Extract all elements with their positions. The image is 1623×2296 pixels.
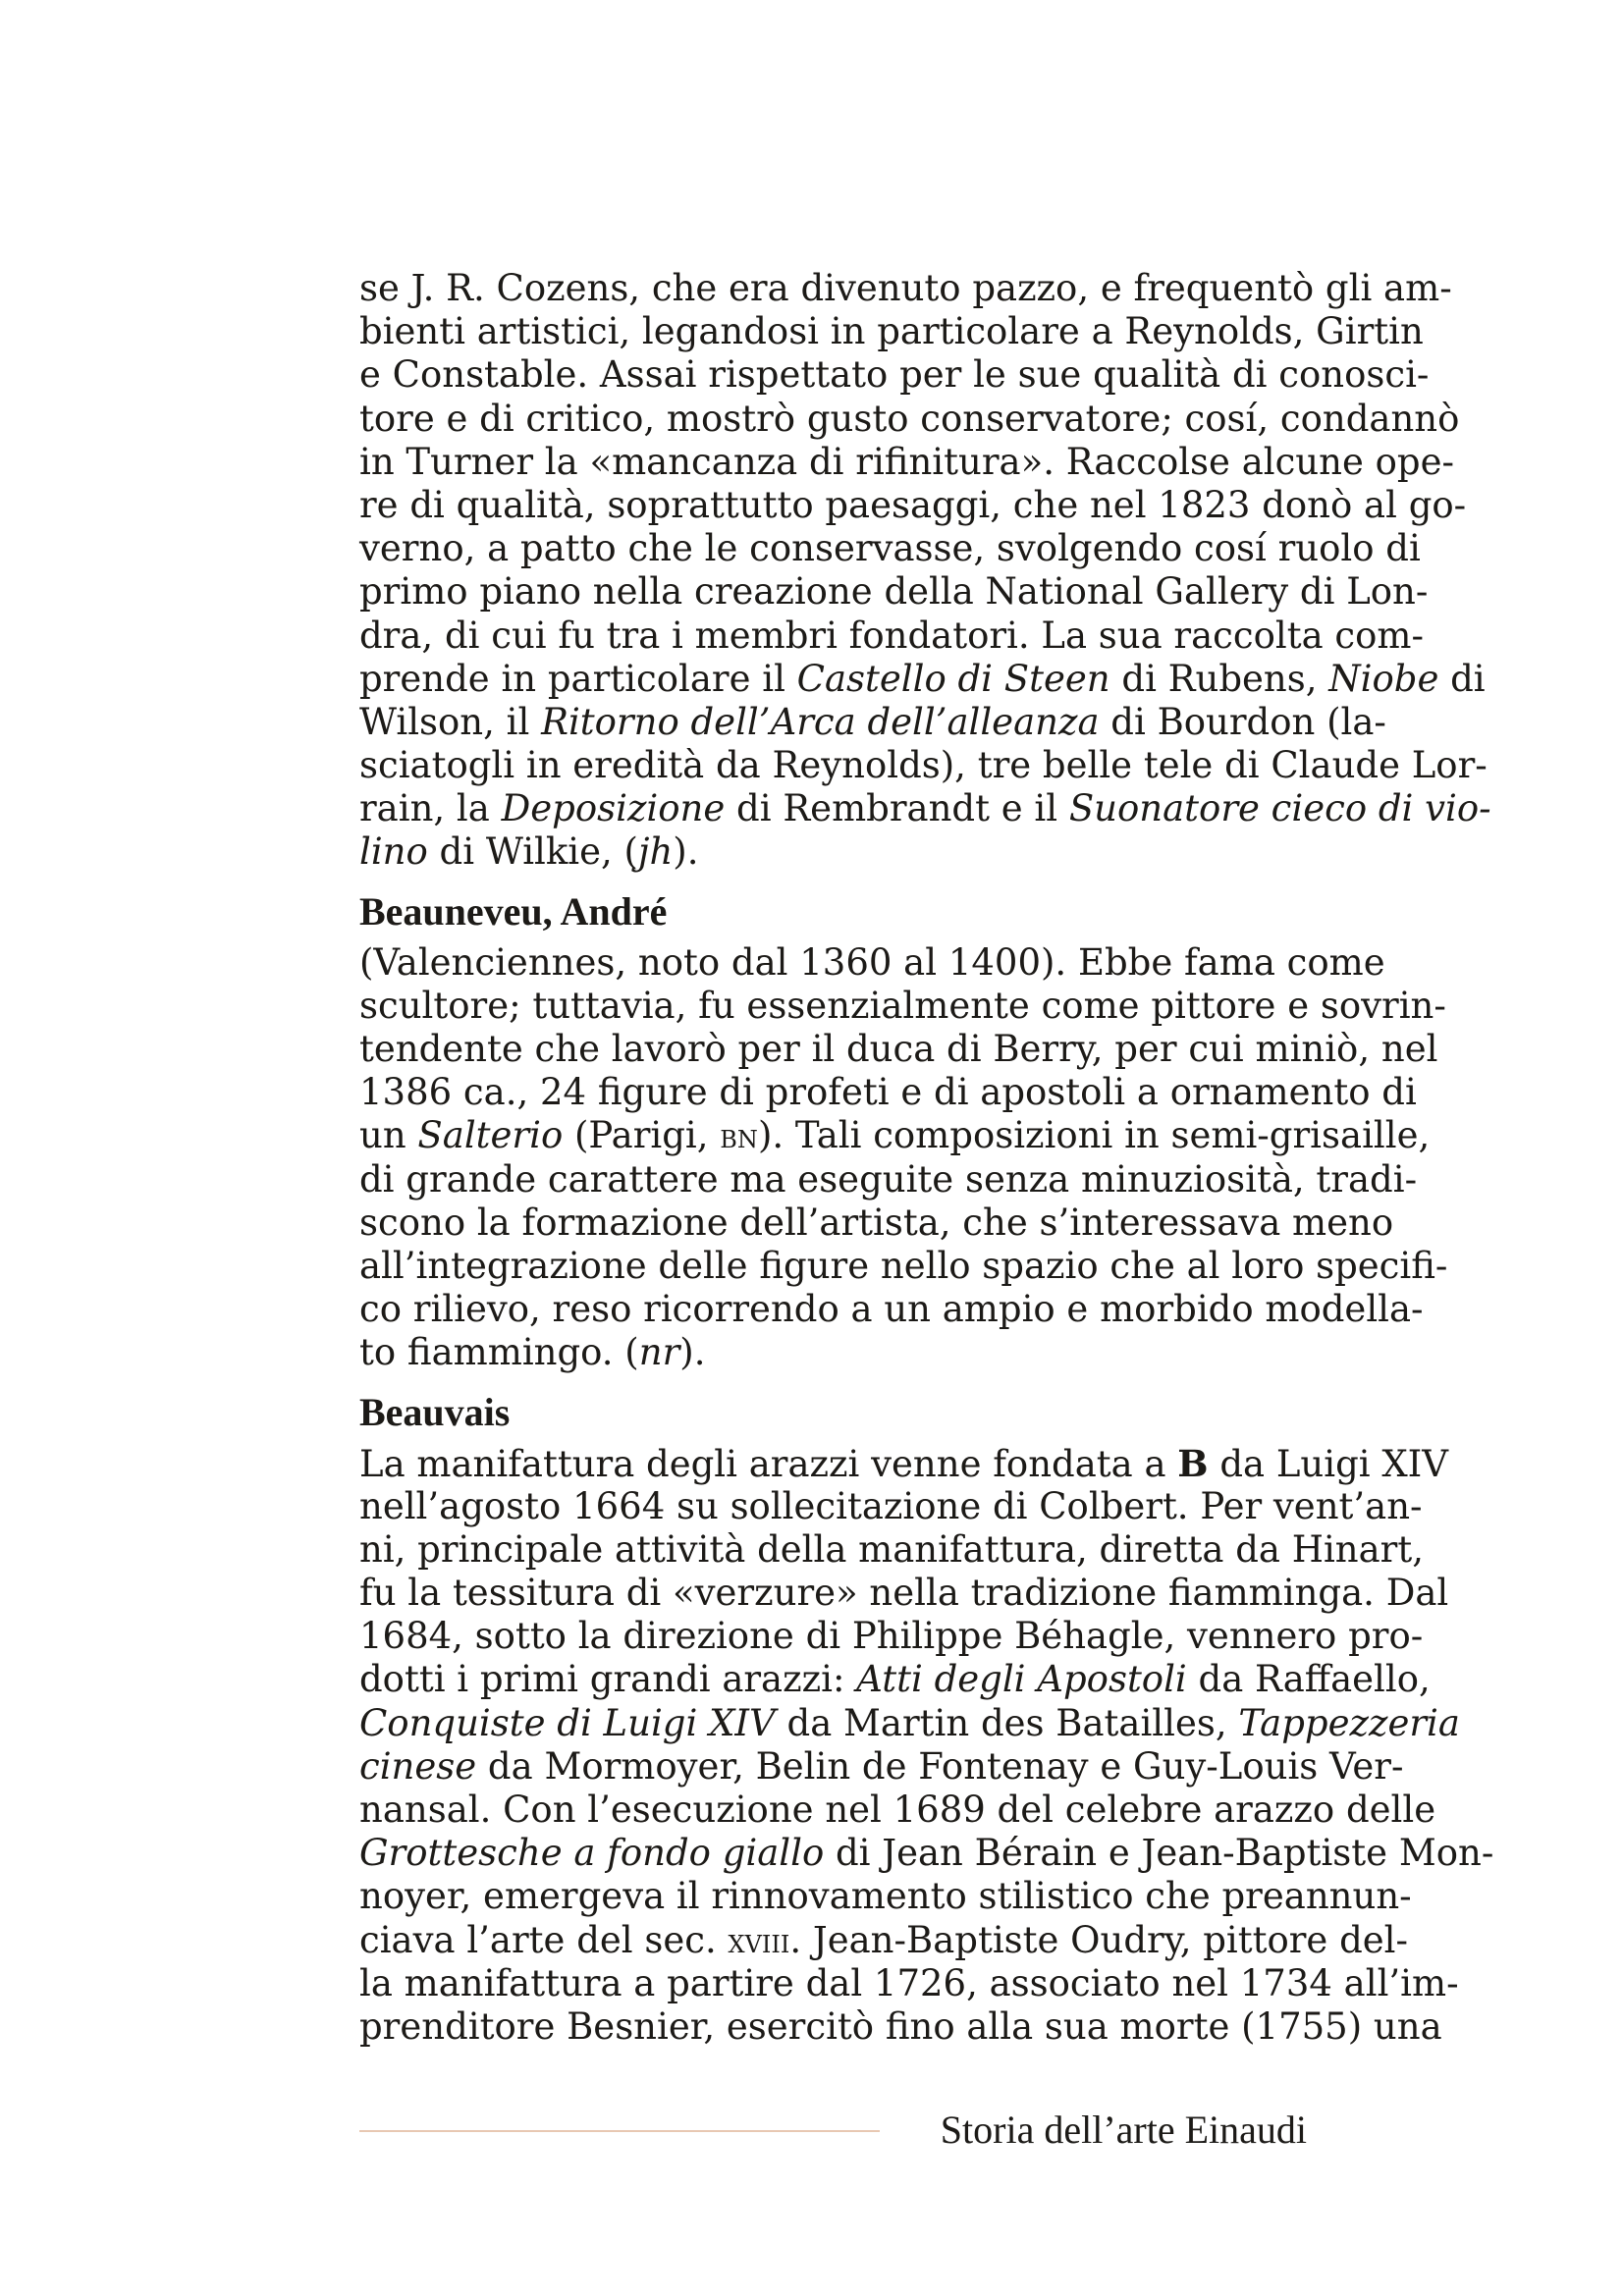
- text-line: prenditore Besnier, esercitò fino alla sua morte (1755) una: [359, 2004, 1442, 2048]
- text-line: to fiammingo. (nr).: [359, 1331, 706, 1374]
- entry-beauvais: [359, 1389, 1494, 2050]
- text-line: in Turner la «mancanza di rifinitura». Raccolse alcune ope-: [359, 440, 1454, 483]
- entry-heading: Beauneveu, André: [359, 888, 668, 934]
- text-line: co rilievo, reso ricorrendo a un ampio e morbido modella-: [359, 1288, 1424, 1331]
- text-line: dra, di cui fu tra i membri fondatori. La sua raccolta com-: [359, 614, 1425, 657]
- roman-numeral: xviii: [728, 1921, 790, 1961]
- text-line: tore e di critico, mostrò gusto conservatore; cosí, condannò: [359, 397, 1460, 440]
- text-line: ni, principale attività della manifattura, diretta da Hinart,: [359, 1527, 1425, 1571]
- artwork-title: Conquiste di Luigi XIV: [359, 1701, 776, 1744]
- text-line: se J. R. Cozens, che era divenuto pazzo, e frequentò gli am-: [359, 267, 1452, 309]
- text-line: tendente che lavorò per il duca di Berry, per cui miniò, nel: [359, 1028, 1438, 1070]
- text-line: noyer, emergeva il rinnovamento stilistico che preannun-: [359, 1875, 1412, 1918]
- footer-rule: [359, 2130, 880, 2132]
- text-line: nansal. Con l’esecuzione nel 1689 del celebre arazzo delle: [359, 1789, 1436, 1831]
- abbreviation: bn: [720, 1117, 758, 1157]
- artwork-title: cinese: [359, 1744, 477, 1788]
- text-line: fu la tessitura di «verzure» nella tradizione fiamminga. Dal: [359, 1572, 1449, 1615]
- text-line: Wilson, il Ritorno dell’Arca dell’alleanza di Bourdon (la-: [359, 700, 1386, 743]
- text-line: nell’agosto 1664 su sollecitazione di Colbert. Per vent’an-: [359, 1484, 1423, 1527]
- text-line: scono la formazione dell’artista, che s’interessava meno: [359, 1201, 1394, 1244]
- entry-beauneveu: [359, 888, 1448, 1375]
- text-line: Grottesche a fondo giallo di Jean Bérain e Jean-Baptiste Mon-: [359, 1832, 1494, 1875]
- text-line: cinese da Mormoyer, Belin de Fontenay e Guy-Louis Ver-: [359, 1744, 1404, 1788]
- text-line: 1386 ca., 24 figure di profeti e di apostoli a ornamento di: [359, 1071, 1417, 1114]
- text-line: bienti artistici, legandosi in particolare a Reynolds, Girtin: [359, 310, 1424, 353]
- artwork-title: Suonatore cieco di vio-: [1068, 787, 1491, 830]
- page-footer: [359, 2101, 1307, 2160]
- text-line: La manifattura degli arazzi venne fondata a B da Luigi XIV: [359, 1441, 1449, 1485]
- text-line: la manifattura a partire dal 1726, associato nel 1734 all’im-: [359, 1961, 1459, 2004]
- text-line: rain, la Deposizione di Rembrandt e il Suonatore cieco di vio-: [359, 787, 1491, 830]
- artwork-title: Deposizione: [501, 787, 726, 830]
- text-line: prende in particolare il Castello di Steen di Rubens, Niobe di: [359, 657, 1486, 700]
- text-line: primo piano nella creazione della National Gallery di Lon-: [359, 570, 1429, 614]
- text-line: 1684, sotto la direzione di Philippe Béhagle, vennero pro-: [359, 1615, 1424, 1658]
- text-line: verno, a patto che le conservasse, svolgendo cosí ruolo di: [359, 527, 1421, 570]
- artwork-title: Grottesche a fondo giallo: [359, 1832, 825, 1875]
- text-line: all’integrazione delle figure nello spazio che al loro specifi-: [359, 1244, 1448, 1287]
- artwork-title: lino: [359, 830, 428, 874]
- artwork-title: Tappezzeria: [1238, 1701, 1460, 1744]
- text-line: sciatogli in eredità da Reynolds), tre belle tele di Claude Lor-: [359, 744, 1488, 787]
- author-initials: jh: [637, 830, 674, 874]
- artwork-title: Niobe: [1328, 657, 1439, 700]
- entry-continuation: [359, 267, 1491, 875]
- entry-abbreviation: B: [1177, 1441, 1209, 1485]
- artwork-title: Castello di Steen: [796, 657, 1110, 700]
- text-line: e Constable. Assai rispettato per le sue qualità di conosci-: [359, 353, 1430, 397]
- text-line: (Valenciennes, noto dal 1360 al 1400). Ebbe fama come: [359, 940, 1385, 984]
- author-initials: nr: [638, 1331, 680, 1374]
- page-body: [359, 267, 1494, 2049]
- artwork-title: Salterio: [417, 1114, 564, 1157]
- text-line: lino di Wilkie, (jh).: [359, 830, 699, 874]
- text-line: un Salterio (Parigi, bn). Tali composizioni in semi-grisaille,: [359, 1114, 1431, 1157]
- entry-heading: Beauvais: [359, 1389, 511, 1434]
- text-line: dotti i primi grandi arazzi: Atti degli Apostoli da Raffaello,: [359, 1658, 1431, 1701]
- artwork-title: Atti degli Apostoli: [856, 1658, 1187, 1701]
- text-line: re di qualità, soprattutto paesaggi, che nel 1823 donò al go-: [359, 483, 1467, 526]
- text-line: Conquiste di Luigi XIV da Martin des Batailles, Tappezzeria: [359, 1701, 1460, 1744]
- text-line: ciava l’arte del sec. xviii. Jean-Baptiste Oudry, pittore del-: [359, 1918, 1409, 1961]
- text-line: scultore; tuttavia, fu essenzialmente come pittore e sovrin-: [359, 984, 1446, 1027]
- footer-title: Storia dell’arte Einaudi: [940, 2108, 1307, 2152]
- text-line: di grande carattere ma eseguite senza minuziosità, tradi-: [359, 1157, 1418, 1201]
- artwork-title: Ritorno dell’Arca dell’alleanza: [541, 700, 1100, 743]
